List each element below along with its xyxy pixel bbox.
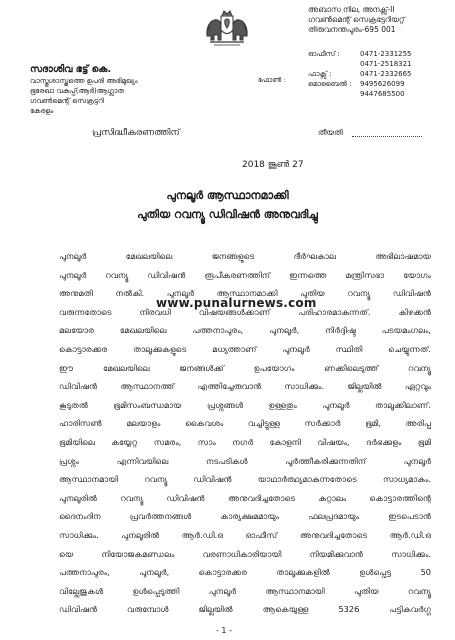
body-line: യെ നിയോജകമണ്ഡലം വരണാധികാരിയായി നിയമിക്കുവാൻ സാധിക്കും. <box>59 548 431 559</box>
body-line: പത്തനാപുരം, പുനലൂർ, കൊട്ടാരക്കര താലൂക്കുകളിൽ ഉൾപ്പെട്ട 50 <box>59 567 431 578</box>
address-line: ഗവൺമെന്റ് സെക്രട്ടേറിയറ്റ് <box>308 15 405 24</box>
sender-line: ഭൂരേഖാ വകുപ്പ്(ആർ)ആഗ്ലാത <box>30 87 125 95</box>
sender-name: സദാശിവ ഭട്ട് കെ. <box>30 64 112 75</box>
body-line: വില്ലേജുകൾ ഉൾപ്പെടുത്തി പുനലൂർ ആസ്ഥാനമായി പുതിയ റവന്യൂ <box>59 585 431 596</box>
body-line: ഹാരിസൺ മലയാളം കൈവശം വച്ചിട്ടുള്ള സർക്കാർ ഭൂമി, അരിപ്പ <box>59 418 431 429</box>
body-line: ഈ മേഖലയിലെ ജനങ്ങൾക്ക് ഉപയോഗം ണക്കിലെടുത്ത് റവന്യൂ <box>59 362 431 373</box>
sender-line: ഗവൺമെന്റ് സെക്രട്ടറി <box>30 97 104 105</box>
body-line: മലയോര മേഖലയിലെ പത്തനാപുരം, പുനലൂർ, നിർദ്ദിഷ്ട പടയമംഗലം, <box>59 325 431 336</box>
contact-row: ഓഫീസ് : 0471-2331255 <box>308 50 412 58</box>
sender-line: വാസ്തുശാസ്ത്രത്തെ ഉപരി അഭിമുഖ്യം <box>30 77 138 85</box>
date-field-label: തീയതി <box>318 128 343 137</box>
body-line: ദൈനംദിന പ്രവർത്തനങ്ങൾ കാര്യക്ഷമമായും ഫലപ്രദമായും ഇടപെടാൻ <box>59 511 431 522</box>
phone-label-block <box>258 75 286 85</box>
office-address <box>308 5 448 35</box>
page-number: - 1 - <box>216 626 232 635</box>
body-line: പുനലൂരിൽ റവന്യൂ ഡിവിഷൻ അനുവദിച്ചതോടെ കുറ്റാലം കൊട്ടാരത്തിന്റെ <box>59 492 431 503</box>
body-line: ഡിവിഷൻ ആസ്ഥാനത്ത് എത്തിച്ചേരുവാൻ സാധിക്കും. ജില്ലയിൽ ഏറ്റവും <box>59 381 431 392</box>
contact-row: മൊബൈൽ : 9495626099 <box>308 80 405 88</box>
body-line: പുനലൂർ മേഖലയിലെ ജനങ്ങളുടെ ദീർഘകാല അഭിലാഷമായ <box>59 251 431 261</box>
date-field-line <box>352 136 422 137</box>
body-line: വരുന്നതോടെ നിരവധി വിഷയങ്ങൾക്കാണ് പരിഹാരമാകുന്നത്. കിഴക്കൻ <box>59 306 431 317</box>
title-line-1: പുനലൂർ ആസ്ഥാനമാക്കി <box>166 189 289 202</box>
address-line: തിരുവനന്തപുരം-695 001 <box>308 25 396 34</box>
press-release-label: പ്രസിദ്ധീകരണത്തിന് <box>92 128 180 138</box>
body-line: കൂടുതൽ ഭൂമിസംബന്ധമായ പ്രശ്നങ്ങൾ ഉള്ളതും പുനലൂർ താലൂക്കിലാണ്. <box>59 399 431 410</box>
contact-row: 0471-2518321 <box>360 60 412 68</box>
body-line: ഭൂമിയിലെ കയ്യേറ്റ സമരം, സാം നഗർ കോളനി വിഷയം, ദർഭക്കുളം ഭൂമി <box>59 436 431 447</box>
address-line: അബാസ നില, അനക്സ്-II <box>308 5 395 14</box>
title-line-2: പുതിയ റവന്യൂ ഡിവിഷൻ അനുവദിച്ചു <box>137 208 318 221</box>
body-line: അനുമതി നൽകി. പുനലൂർ ആസ്ഥാനമാക്കി പുതിയ റവന്യൂ ഡിവിഷൻ <box>59 288 431 299</box>
phone-label: ഫോൺ : <box>258 76 286 84</box>
contact-row: 9447685500 <box>360 90 405 98</box>
sender-line: കേരളം <box>30 107 54 115</box>
sender-block <box>30 64 170 116</box>
document-date: 2018 ജൂൺ 27 <box>242 160 304 170</box>
contact-numbers <box>308 49 448 99</box>
body-line: സാധിക്കും. പുനലൂരിൽ ആർ.ഡി.ഒ ഓഫീസ് അനുവദിച്ചതോടെ ആർ.ഡി.ഒ <box>59 529 431 540</box>
body-line: ആസ്ഥാനമായി റവന്യൂ ഡിവിഷൻ യാഥാർത്ഥ്യമാകുന്നതോടെ സാധ്യമാകും. <box>59 474 431 485</box>
contact-row: ഫാക്സ് : 0471-2332665 <box>308 70 412 78</box>
body-line: ഡിവിഷൻ വരുമ്പോൾ ജില്ലയിൽ ആകെയുള്ള 5326 പട്ടികവർഗ്ഗ <box>59 604 431 615</box>
body-line: കൊട്ടാരക്കര താലൂക്കുകളുടെ മധ്യത്താണ് പുനലൂർ സ്ഥിതി ചെയ്യുന്നത്. <box>59 343 431 354</box>
body-line: പുനലൂർ റവന്യൂ ഡിവിഷൻ രൂപീകരണത്തിന് ഇന്നത്തെ മന്ത്രിസഭാ യോഗം <box>59 269 431 280</box>
kerala-emblem-icon <box>204 6 250 48</box>
body-line: പ്രശ്നം എന്നിവയിലെ നടപടികൾ പൂർത്തീകരിക്കുന്നതിന് പുനലൂർ <box>59 455 431 466</box>
website-watermark: www.punalurnews.com <box>156 296 317 310</box>
